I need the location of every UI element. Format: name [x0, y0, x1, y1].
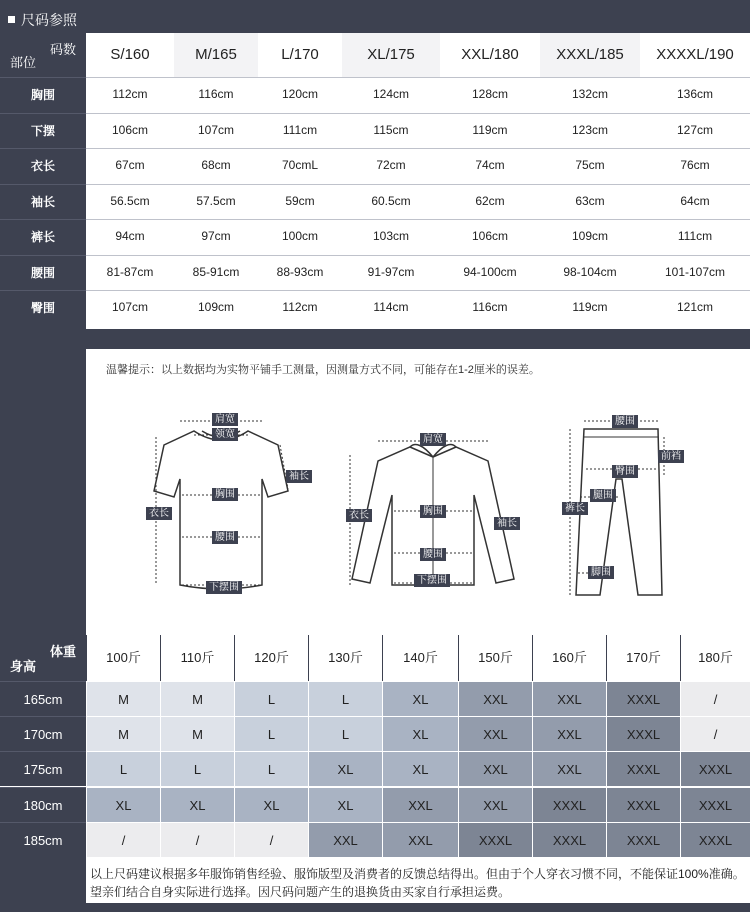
recommended-size-cell: /: [680, 716, 750, 751]
weight-header: 150斤: [458, 635, 532, 681]
size-header: M/165: [174, 33, 258, 77]
size-value-cell: 72cm: [376, 158, 406, 172]
recommended-size-cell: XXL: [308, 822, 382, 857]
recommended-size-cell: XXXL: [606, 716, 680, 751]
size-value-cell: 98-104cm: [563, 264, 617, 279]
size-header: L/170: [281, 46, 319, 63]
recommended-size-cell: XXXL: [458, 822, 532, 857]
size-value-cell: 59cm: [285, 193, 315, 208]
size-value-cell: 121cm: [676, 300, 714, 314]
tag-collar: 领宽: [212, 428, 238, 441]
tag-shirt-waist: 腰围: [420, 548, 446, 561]
recommended-size-cell: M: [160, 716, 234, 751]
size-value-cell: 116cm: [472, 300, 508, 314]
recommended-size-cell: XXXL: [606, 751, 680, 786]
footer-line-2: 望亲们结合自身实际进行选择。因尺码问题产生的退换货由买家自行承担运费。: [90, 885, 511, 899]
tag-chest: 胸围: [212, 488, 238, 501]
recommended-size-cell: L: [308, 716, 382, 751]
weight-header: 100斤: [86, 635, 160, 681]
size-table-corner: [0, 33, 86, 77]
recommended-size-cell: XL: [234, 787, 308, 822]
recommended-size-cell: M: [86, 681, 160, 716]
size-value-cell: 101-107cm: [664, 264, 726, 279]
corner-weight-label: 体重: [49, 644, 76, 659]
size-value-cell: 57.5cm: [196, 193, 236, 208]
size-value-cell: 94cm: [115, 229, 145, 243]
recommended-size-cell: XL: [382, 751, 458, 786]
size-value-cell: 116cm: [198, 87, 234, 101]
size-value-cell: 106cm: [111, 122, 149, 137]
size-value-cell: 70cmL: [281, 158, 319, 172]
size-value-cell: 132cm: [571, 87, 609, 101]
size-value-cell: 76cm: [680, 158, 710, 172]
size-value-cell: 115cm: [373, 122, 409, 137]
tag-length: 衣长: [146, 507, 172, 520]
tag-hem: 下摆围: [206, 581, 242, 594]
recommended-size-cell: XXXL: [606, 822, 680, 857]
weight-header: 160斤: [532, 635, 606, 681]
size-value-cell: 124cm: [372, 87, 410, 101]
measurement-diagram: [86, 349, 750, 635]
size-value-cell: 64cm: [680, 193, 710, 208]
measurement-tip: 温馨提示：以上数据均为实物平铺手工测量，因测量方式不同，可能存在1-2厘米的误差。: [106, 364, 540, 376]
recommended-size-cell: XXXL: [532, 822, 606, 857]
recommended-size-cell: L: [234, 716, 308, 751]
recommended-size-cell: L: [86, 751, 160, 786]
weight-header: 170斤: [606, 635, 680, 681]
tag-pants-waist: 腰围: [612, 415, 638, 428]
recommended-size-cell: XL: [308, 787, 382, 822]
recommended-size-cell: XXXL: [606, 681, 680, 716]
weight-header: 180斤: [680, 635, 750, 681]
recommended-size-cell: /: [160, 822, 234, 857]
recommended-size-cell: XXL: [532, 681, 606, 716]
measure-label: 下摆: [0, 113, 86, 148]
tag-shirt-shoulder: 肩宽: [420, 433, 446, 446]
weight-header: 110斤: [160, 635, 234, 681]
recommended-size-cell: XL: [382, 681, 458, 716]
size-value-cell: 109cm: [571, 229, 609, 243]
recommended-size-cell: XL: [382, 716, 458, 751]
recommended-size-cell: L: [234, 681, 308, 716]
size-value-cell: 111cm: [677, 229, 713, 243]
measure-label: 裤长: [0, 219, 86, 254]
size-value-cell: 128cm: [471, 87, 509, 101]
recommended-size-cell: XXL: [382, 787, 458, 822]
recommended-size-cell: XXL: [382, 822, 458, 857]
measure-label: 衣长: [0, 148, 86, 183]
weight-header: 120斤: [234, 635, 308, 681]
top-bar: [0, 0, 750, 33]
tag-shoulder: 肩宽: [212, 413, 238, 426]
height-label: 165cm: [0, 681, 86, 716]
recommended-size-cell: XXL: [458, 751, 532, 786]
corner-bottom-label: 部位: [10, 55, 37, 70]
size-value-cell: 81-87cm: [106, 264, 154, 279]
size-value-cell: 107cm: [197, 122, 235, 137]
size-table: [0, 33, 750, 329]
size-value-cell: 88-93cm: [276, 264, 324, 279]
size-value-cell: 68cm: [201, 158, 231, 172]
tag-pants-thigh: 腿围: [590, 489, 616, 502]
size-header: XL/175: [342, 33, 440, 77]
size-value-cell: 75cm: [575, 158, 605, 172]
height-label: 185cm: [0, 822, 86, 857]
recommended-size-cell: XXXL: [680, 787, 750, 822]
size-value-cell: 120cm: [281, 87, 319, 101]
tag-sleeve: 袖长: [286, 470, 312, 483]
recommended-size-cell: XXL: [458, 716, 532, 751]
size-value-cell: 136cm: [676, 87, 714, 101]
size-value-cell: 60.5cm: [371, 193, 411, 208]
height-label: 175cm: [0, 751, 86, 786]
size-value-cell: 94-100cm: [463, 264, 517, 279]
recommended-size-cell: L: [160, 751, 234, 786]
corner-top-label: 码数: [49, 42, 76, 57]
footer-line-1: 以上尺码建议根据多年服饰销售经验、服饰版型及消费者的反馈总结得出。但由于个人穿衣习惯不同，不能保证100%准确。: [90, 867, 745, 881]
recommended-size-cell: XXL: [458, 787, 532, 822]
footer-note: [86, 857, 750, 903]
recommended-size-cell: XXXL: [680, 822, 750, 857]
recommended-size-cell: XL: [308, 751, 382, 786]
section-title: 尺码参照: [0, 8, 86, 33]
footer-band: [0, 857, 750, 912]
size-value-cell: 56.5cm: [110, 193, 150, 208]
recommended-size-cell: /: [680, 681, 750, 716]
recommended-size-cell: XXL: [532, 751, 606, 786]
size-value-cell: 91-97cm: [367, 264, 415, 279]
diagram-left-band: [0, 349, 86, 635]
size-value-cell: 62cm: [475, 193, 505, 208]
size-value-cell: 111cm: [282, 122, 318, 137]
size-value-cell: 119cm: [472, 122, 508, 137]
separator-band: [0, 329, 750, 349]
tag-pants-ankle: 脚围: [588, 566, 614, 579]
recommended-size-cell: XXL: [532, 716, 606, 751]
tag-shirt-hem: 下摆围: [414, 574, 450, 587]
recommended-size-cell: XL: [160, 787, 234, 822]
size-header: XXL/180: [461, 46, 519, 63]
square-bullet-icon: [8, 16, 15, 23]
size-value-cell: 119cm: [572, 300, 608, 314]
size-value-cell: 63cm: [575, 193, 605, 208]
tag-shirt-chest: 胸围: [420, 505, 446, 518]
size-value-cell: 123cm: [571, 122, 609, 137]
measure-label: 胸围: [0, 77, 86, 112]
corner-height-label: 身高: [10, 659, 37, 674]
weight-height-table: [0, 635, 750, 857]
recommended-size-cell: XXXL: [680, 751, 750, 786]
height-label: 180cm: [0, 787, 86, 822]
tag-pants-length: 裤长: [562, 502, 588, 515]
recommended-size-cell: M: [86, 716, 160, 751]
recommended-size-cell: XL: [86, 787, 160, 822]
tag-pants-hip: 臀围: [612, 465, 638, 478]
recommended-size-cell: L: [308, 681, 382, 716]
size-value-cell: 127cm: [676, 122, 714, 137]
size-value-cell: 107cm: [111, 300, 149, 314]
recommended-size-cell: M: [160, 681, 234, 716]
size-value-cell: 106cm: [471, 229, 509, 243]
measure-label: 袖长: [0, 184, 86, 219]
measure-label: 腰围: [0, 255, 86, 290]
size-value-cell: 85-91cm: [192, 264, 240, 279]
size-header: XXXXL/190: [656, 46, 734, 63]
height-label: 170cm: [0, 716, 86, 751]
recommended-size-cell: XXXL: [532, 787, 606, 822]
recommended-size-cell: /: [234, 822, 308, 857]
size-value-cell: 100cm: [281, 229, 319, 243]
measure-label: 臀围: [0, 290, 86, 325]
weight-header: 140斤: [382, 635, 458, 681]
size-value-cell: 112cm: [112, 87, 148, 101]
weight-table-corner: [0, 635, 86, 681]
size-value-cell: 112cm: [282, 300, 318, 314]
size-header: S/160: [110, 46, 150, 63]
size-value-cell: 74cm: [475, 158, 505, 172]
tag-shirt-length: 衣长: [346, 509, 372, 522]
size-value-cell: 109cm: [197, 300, 235, 314]
tag-shirt-sleeve: 袖长: [494, 517, 520, 530]
size-value-cell: 114cm: [373, 300, 409, 314]
tag-waist: 腰围: [212, 531, 238, 544]
tag-pants-rise: 前裆: [658, 450, 684, 463]
recommended-size-cell: XXXL: [606, 787, 680, 822]
size-value-cell: 103cm: [372, 229, 410, 243]
size-value-cell: 97cm: [201, 229, 231, 243]
recommended-size-cell: XXL: [458, 681, 532, 716]
size-header: XXXL/185: [540, 33, 640, 77]
size-value-cell: 67cm: [115, 158, 145, 172]
recommended-size-cell: L: [234, 751, 308, 786]
weight-header: 130斤: [308, 635, 382, 681]
recommended-size-cell: /: [86, 822, 160, 857]
